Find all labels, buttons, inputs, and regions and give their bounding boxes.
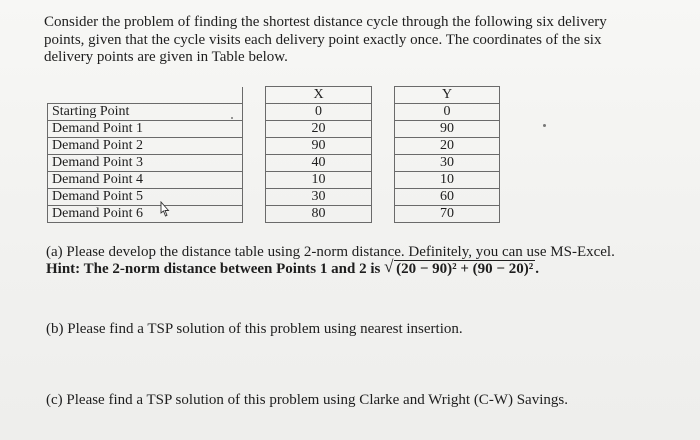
point-name: Demand Point 5 xyxy=(48,189,243,206)
table-row xyxy=(48,206,500,223)
question-a-hint xyxy=(46,257,676,278)
point-x: 30 xyxy=(266,189,372,206)
point-x: 90 xyxy=(266,138,372,155)
hint-prefix: Hint: The 2-norm distance between Points 1 and 2 is xyxy=(46,261,385,277)
point-x: 0 xyxy=(266,104,372,121)
table-row xyxy=(48,172,500,189)
point-x: 10 xyxy=(266,172,372,189)
header-blank-cell xyxy=(48,87,243,104)
point-name: Demand Point 4 xyxy=(48,172,243,189)
point-y: 10 xyxy=(395,172,500,189)
header-y: Y xyxy=(395,87,500,104)
question-a-text: (a) Please develop the distance table using 2-norm distance. Definitely, you can use MS-Excel. xyxy=(46,244,615,260)
radical-icon: √ xyxy=(384,257,394,276)
point-name: Starting Point xyxy=(48,104,243,121)
point-y: 70 xyxy=(395,206,500,223)
dust-speck xyxy=(231,117,233,119)
header-x: X xyxy=(266,87,372,104)
mouse-cursor-icon xyxy=(158,201,172,219)
question-a xyxy=(46,244,676,278)
table-row xyxy=(48,121,500,138)
point-name: Demand Point 2 xyxy=(48,138,243,155)
table-row xyxy=(48,138,500,155)
point-x: 80 xyxy=(266,206,372,223)
point-y: 30 xyxy=(395,155,500,172)
point-y: 90 xyxy=(395,121,500,138)
dust-speck xyxy=(543,124,546,127)
coordinates-table xyxy=(47,86,500,223)
problem-intro: Consider the problem of finding the shortest distance cycle through the following six delivery points, given that the cycle visits each delivery point exactly once. The coordinates of the six delivery points are given in Table below. xyxy=(44,14,607,65)
sqrt-formula xyxy=(384,257,535,278)
formula-radicand: (20 − 90)² + (90 − 20)² xyxy=(396,261,534,277)
point-y: 20 xyxy=(395,138,500,155)
question-c: (c) Please find a TSP solution of this problem using Clarke and Wright (C-W) Savings. xyxy=(46,392,568,408)
question-b: (b) Please find a TSP solution of this problem using nearest insertion. xyxy=(46,321,463,337)
table-row xyxy=(48,189,500,206)
point-x: 20 xyxy=(266,121,372,138)
point-y: 0 xyxy=(395,104,500,121)
hint-suffix: . xyxy=(535,261,539,277)
point-name: Demand Point 1 xyxy=(48,121,243,138)
point-name: Demand Point 6 xyxy=(48,206,243,223)
table-row xyxy=(48,155,500,172)
point-x: 40 xyxy=(266,155,372,172)
table-header-row xyxy=(48,87,500,104)
point-name: Demand Point 3 xyxy=(48,155,243,172)
table-row xyxy=(48,104,500,121)
point-y: 60 xyxy=(395,189,500,206)
